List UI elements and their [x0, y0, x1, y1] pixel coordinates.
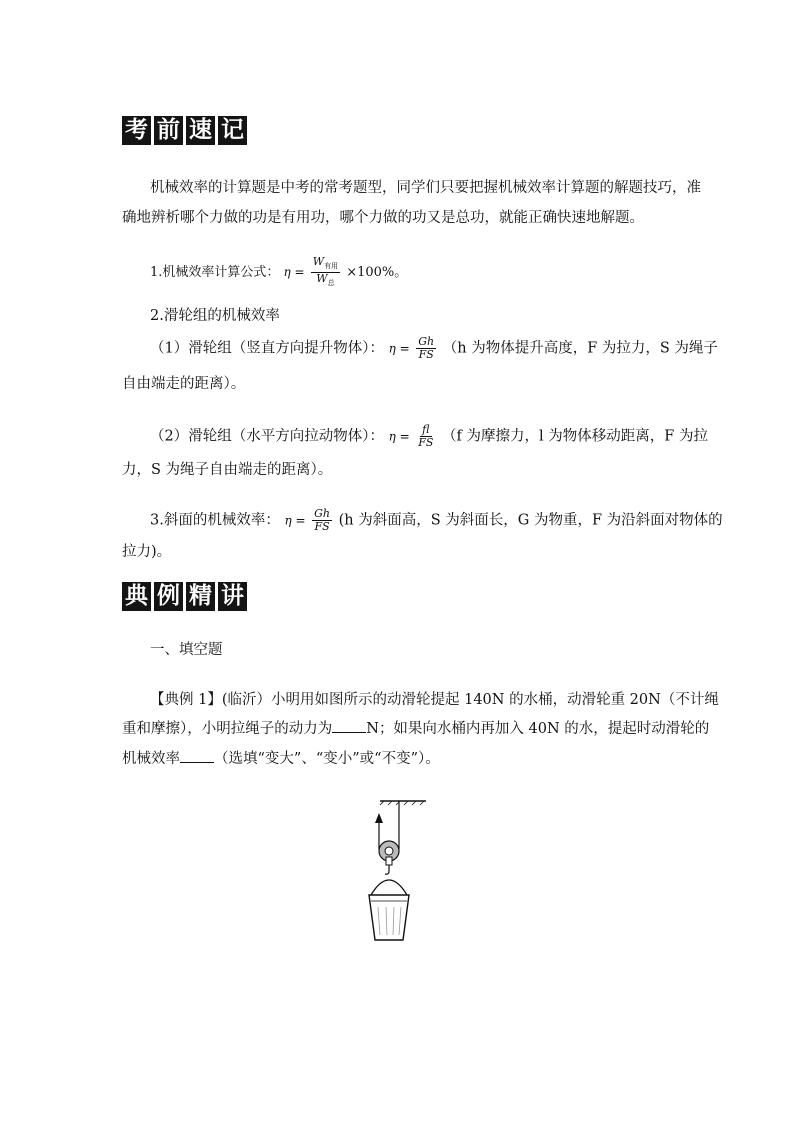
numerator: $W_{有用}$	[311, 256, 340, 273]
eta-symbol: η =	[284, 513, 306, 528]
banner-char: 记	[218, 116, 247, 145]
fraction	[416, 424, 435, 449]
answer-blank-efficiency[interactable]	[180, 748, 214, 763]
section-banner-dianli	[122, 582, 247, 611]
eta-symbol: η =	[283, 265, 305, 280]
fraction	[312, 508, 332, 533]
bucket-handle	[371, 880, 407, 895]
banner-char: 速	[186, 116, 215, 145]
fraction	[416, 336, 436, 361]
denominator: $W_总$	[316, 272, 335, 288]
example1-line2: 重和摩擦），小明拉绳子的动力为 N；如果向水桶内再加入 40N 的水，提起时动滑轮的	[122, 718, 709, 739]
eta-symbol: η =	[388, 341, 410, 356]
item3-line2: 拉力)。	[122, 544, 172, 560]
denominator: FS	[418, 436, 434, 449]
formula-tail: (h 为斜面高，S 为斜面长，G 为物重，F 为沿斜面对物体的	[338, 512, 723, 529]
answer-blank-force[interactable]	[332, 718, 366, 733]
item2a-formula	[150, 336, 718, 361]
formula-tail: ×100%。	[346, 265, 408, 281]
banner-char: 讲	[218, 582, 247, 611]
denominator: FS	[314, 520, 330, 533]
formula-tail: （f 为摩擦力，l 为物体移动距离，F 为拉	[442, 428, 708, 445]
formula-label: （1）滑轮组（竖直方向提升物体）：	[150, 340, 384, 357]
banner-char: 例	[154, 582, 183, 611]
hook	[385, 865, 389, 874]
banner-char: 精	[186, 582, 215, 611]
intro-line-2: 确地辨析哪个力做的功是有用功，哪个力做的功又是总功，就能正确快速地解题。	[122, 210, 644, 226]
item2a-line2: 自由端走的距离）。	[122, 376, 246, 392]
banner-char: 典	[122, 582, 151, 611]
bucket-body	[369, 895, 409, 940]
formula-label: （2）滑轮组（水平方向拉动物体）：	[150, 428, 384, 445]
numerator: fl	[422, 423, 430, 436]
item2b-line2: 力，S 为绳子自由端走的距离）。	[122, 462, 333, 478]
section-banner-kaoqian	[122, 116, 247, 145]
pulley-frame	[386, 857, 392, 865]
formula-label: 3.斜面的机械效率：	[150, 512, 280, 529]
numerator: Gh	[314, 507, 330, 520]
fraction	[311, 256, 340, 289]
example1-line1: 【典例 1】(临沂）小明用如图所示的动滑轮提起 140N 的水桶，动滑轮重 20N（不计绳	[150, 692, 719, 708]
numerator: Gh	[418, 335, 435, 348]
example1-line3: 机械效率 （选填“变大”、“变小”或“不变”）。	[122, 748, 440, 769]
item3-formula	[150, 508, 723, 533]
pulley-bucket-figure	[356, 795, 436, 945]
item2-title: 2.滑轮组的机械效率	[150, 308, 280, 324]
formula-efficiency	[150, 256, 407, 289]
intro-line-1: 机械效率的计算题是中考的常考题型，同学们只要把握机械效率计算题的解题技巧，准	[150, 180, 701, 196]
formula-label: 1.机械效率计算公式：	[150, 265, 280, 281]
item2b-formula	[150, 424, 708, 449]
banner-char: 前	[154, 116, 183, 145]
pull-arrow	[375, 813, 383, 823]
banner-char: 考	[122, 116, 151, 145]
fill-blank-heading: 一、填空题	[150, 642, 223, 658]
pulley-axle	[385, 847, 393, 855]
eta-symbol: η =	[388, 429, 410, 444]
denominator: FS	[418, 348, 434, 361]
formula-tail: （h 为物体提升高度，F 为拉力，S 为绳子	[442, 340, 718, 357]
